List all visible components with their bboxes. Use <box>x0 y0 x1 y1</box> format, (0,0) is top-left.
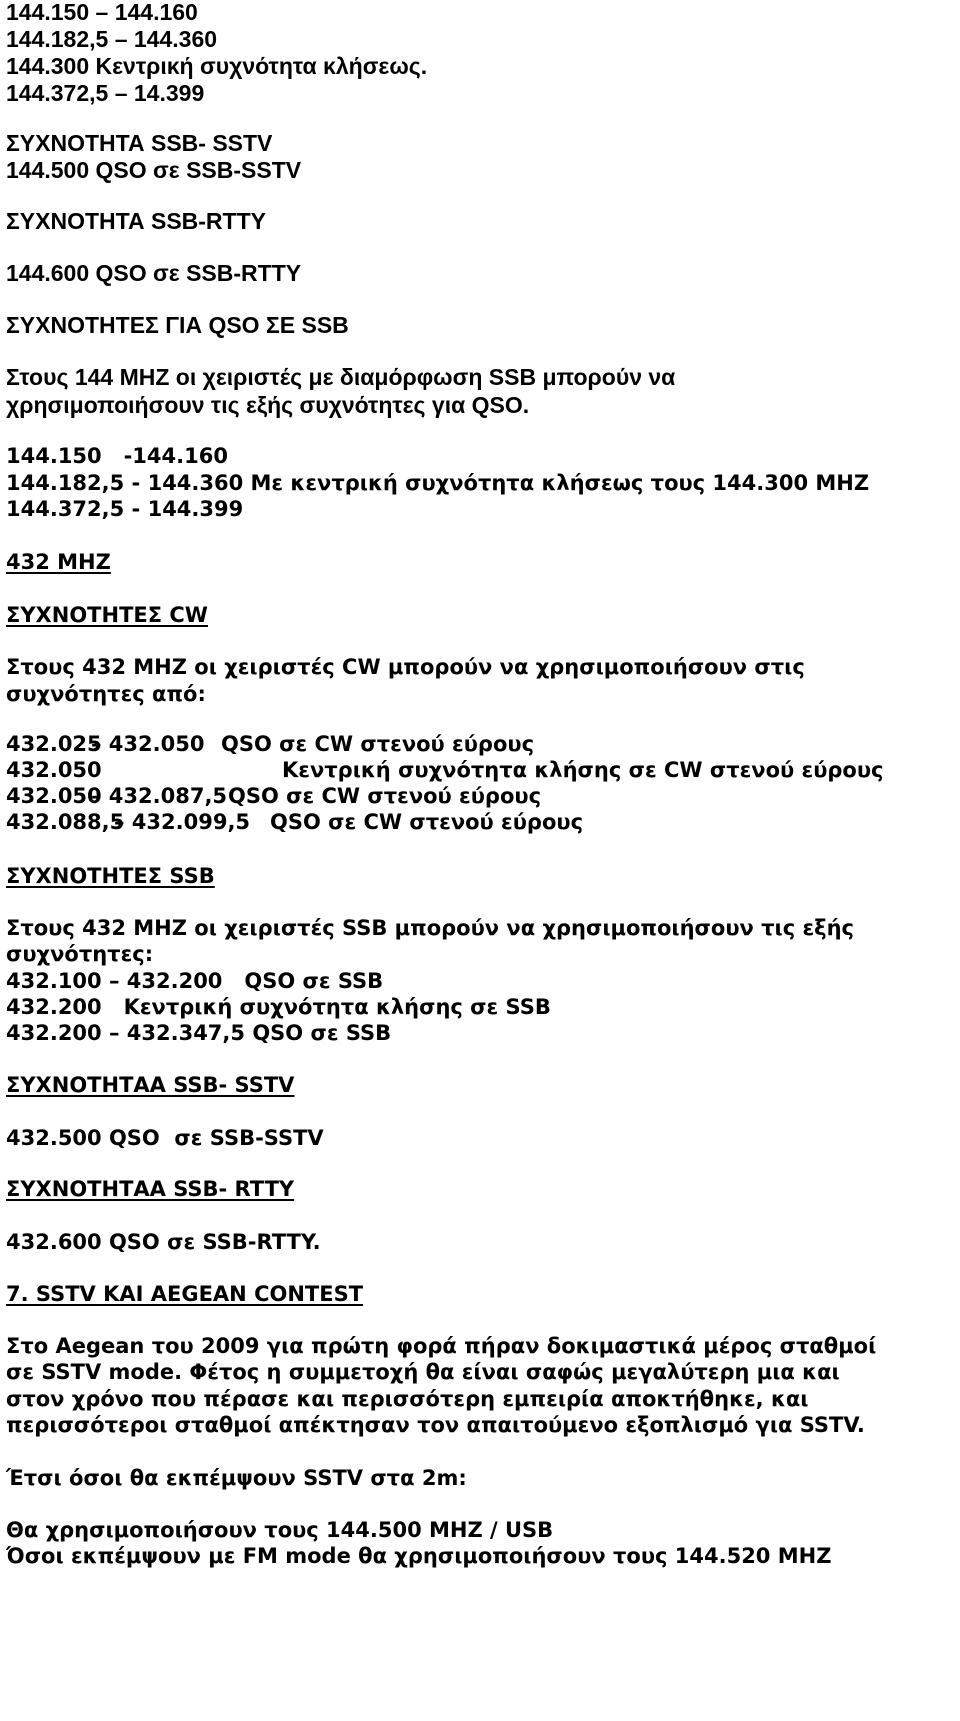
section-7-paragraph: στον χρόνο που πέρασε και περισσότερη εμπειρία αποκτήθηκε, και <box>6 1387 809 1411</box>
ssb-line-432: 432.100 – 432.200 QSO σε SSB <box>6 969 384 993</box>
sstv-heading-432: ΣΥΧΝΟΤΗΤΑΑ SSB- SSTV <box>6 1073 295 1097</box>
cw-row-desc: QSO σε CW στενού εύρους <box>228 784 542 808</box>
cw-row <box>6 730 534 758</box>
band-432-heading: 432 MHZ <box>6 550 111 574</box>
freq-line: 144.372,5 – 14.399 <box>6 80 205 106</box>
cw-row <box>6 808 583 836</box>
cw-heading: ΣΥΧΝΟΤΗΤΕΣ CW <box>6 603 208 627</box>
fm-line: Όσοι εκπέμψουν με FM mode θα χρησιμοποιήσουν τους 144.520 MHZ <box>6 1544 832 1568</box>
rtty-line-144: 144.600 QSO σε SSB-RTTY <box>6 260 302 286</box>
usb-line: Θα χρησιμοποιήσουν τους 144.500 MHZ / USB <box>6 1518 554 1542</box>
cw-row-desc: QSO σε CW στενού εύρους <box>270 810 584 834</box>
rtty-heading-432: ΣΥΧΝΟΤΗΤΑΑ SSB- RTTY <box>6 1177 295 1201</box>
cw-row-start: 432.025 <box>6 732 102 756</box>
ssb-intro-144: χρησιμοποιήσουν τις εξής συχνότητες για QSO. <box>6 392 530 418</box>
cw-row-start: 432.050 <box>6 758 102 782</box>
freq-line: 144.150 – 144.160 <box>6 0 198 25</box>
ssb-range-line: 144.182,5 - 144.360 Με κεντρική συχνότητα κλήσεως τους 144.300 MHZ <box>6 471 870 495</box>
rtty-heading-144: ΣΥΧΝΟΤΗΤΑ SSB-RTTY <box>6 208 266 234</box>
sstv-line-144: 144.500 QSO σε SSB-SSTV <box>6 157 302 183</box>
ssb-heading-144: ΣΥΧΝΟΤΗΤΕΣ ΓΙΑ QSO ΣΕ SSB <box>6 312 349 338</box>
sstv-line-432: 432.500 QSO σε SSB-SSTV <box>6 1126 324 1150</box>
ssb-intro-432: συχνότητες: <box>6 942 154 966</box>
freq-line: 144.182,5 – 144.360 <box>6 26 218 52</box>
section-7-paragraph: Στο Aegean του 2009 για πρώτη φορά πήραν δοκιμαστικά μέρος σταθμοί <box>6 1334 877 1358</box>
rtty-line-432: 432.600 QSO σε SSB-RTTY. <box>6 1230 321 1254</box>
sstv-heading-144: ΣΥΧΝΟΤΗΤΑ SSB- SSTV <box>6 130 273 156</box>
cw-row-desc: Κεντρική συχνότητα κλήσης σε CW στενού εύρους <box>282 758 884 782</box>
cw-row-end: – 432.099,5 <box>114 810 251 834</box>
cw-row-start: 432.050 <box>6 784 102 808</box>
ssb-intro-432: Στους 432 MHZ οι χειριστές SSB μπορούν να χρησιμοποιήσουν τις εξής <box>6 916 854 940</box>
ssb-range-line: 144.150 -144.160 <box>6 444 228 468</box>
cw-row-start: 432.088,5 <box>6 810 125 834</box>
cw-intro: Στους 432 MHZ οι χειριστές CW μπορούν να χρησιμοποιήσουν στις <box>6 655 805 679</box>
transmit-line: Έτσι όσοι θα εκπέμψουν SSTV στα 2m: <box>6 1466 467 1490</box>
cw-row-end: – 432.087,5 <box>91 784 228 808</box>
cw-row-end: – 432.050 <box>91 732 205 756</box>
ssb-line-432: 432.200 – 432.347,5 QSO σε SSB <box>6 1021 392 1045</box>
ssb-heading-432: ΣΥΧΝΟΤΗΤΕΣ SSB <box>6 864 215 888</box>
section-7-heading: 7. SSTV KAI AEGEAN CONTEST <box>6 1282 364 1306</box>
ssb-intro-144: Στους 144 MHZ οι χειριστές με διαμόρφωση SSB μπορούν να <box>6 364 676 390</box>
cw-row-desc: QSO σε CW στενού εύρους <box>221 732 535 756</box>
freq-line: 144.300 Κεντρική συχνότητα κλήσεως. <box>6 53 428 79</box>
section-7-paragraph: σε SSTV mode. Φέτος η συμμετοχή θα είναι σαφώς μεγαλύτερη μια και <box>6 1360 840 1384</box>
cw-row <box>6 756 883 784</box>
cw-intro: συχνότητες από: <box>6 682 206 706</box>
ssb-range-line: 144.372,5 - 144.399 <box>6 497 244 521</box>
section-7-paragraph: περισσότεροι σταθμοί απέκτησαν τον απαιτούμενο εξοπλισμό για SSTV. <box>6 1413 865 1437</box>
cw-row <box>6 782 541 810</box>
ssb-line-432: 432.200 Κεντρική συχνότητα κλήσης σε SSB <box>6 995 551 1019</box>
